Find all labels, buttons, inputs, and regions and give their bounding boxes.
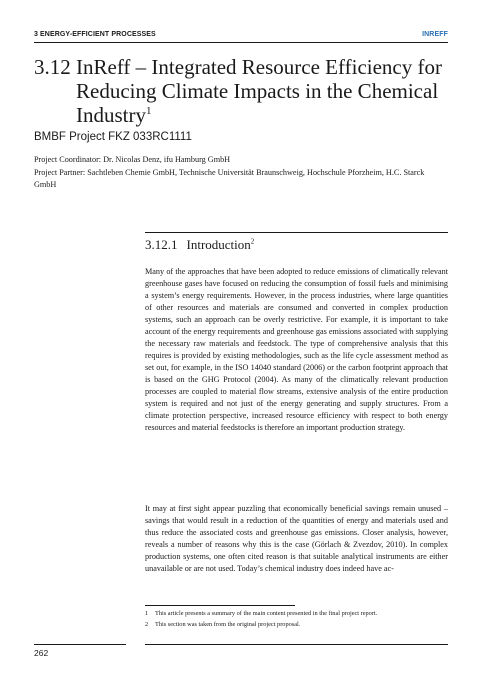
- section-title-text: InReff – Integrated Resource Efficiency for Reducing Climate Impacts in the Chemical Industry: [76, 55, 442, 127]
- section-label: INREFF: [422, 31, 448, 38]
- project-id: BMBF Project FKZ 033RC1111: [34, 131, 192, 143]
- footnote-1-text: This article presents a summary of the main content presented in the final project report.: [155, 610, 378, 617]
- project-partner: Project Partner: Sachtleben Chemie GmbH, Technische Universität Braunschweig, Hochschule Pforzheim, H.C. Starck GmbH: [34, 168, 425, 189]
- column-top-rule: [145, 232, 448, 233]
- subsection-footnote-mark: 2: [250, 237, 255, 246]
- body-paragraph-2: It may at first sight appear puzzling that economically beneficial savings remain unused – savings that would result in a reduction of the quantities of energy and materials used and thus reduce the associated costs and greenhouse gas emissions. Closer analysis, however, reveals a number of reasons why this is the case (Görlach & Zvezdov, 2010). In complex production systems, one often cited reason is that suitable analytical instruments are either unavailable or are not used. Today’s chemical industry does indeed have ac-: [145, 504, 448, 573]
- footnote-rule: [145, 605, 295, 606]
- chapter-label: 3 ENERGY-EFFICIENT PROCESSES: [34, 31, 156, 38]
- subsection-title: Introduction: [186, 237, 251, 252]
- footnote-2-mark: 2: [145, 621, 149, 628]
- section-title-footnote-mark: 1: [146, 105, 152, 117]
- project-coordinator: Project Coordinator: Dr. Nicolas Denz, ifu Hamburg GmbH: [34, 155, 231, 164]
- footnote-2-text: This section was taken from the original project proposal.: [155, 621, 301, 628]
- footer-rule-right: [145, 644, 448, 645]
- page-number: 262: [34, 648, 49, 658]
- header-rule: [34, 42, 448, 43]
- footnote-1-mark: 1: [145, 610, 149, 617]
- body-paragraph-1: Many of the approaches that have been adopted to reduce emissions of climatically relevant greenhouse gases have focused on reducing the consumption of fossil fuels and minimising a system’s energy requirements. However, in the process industries, where large quantities of other resources and materials are consumed and converted in complex production systems, such an approach can be overly restrictive. For example, it is important to take account of the energy requirements and greenhouse gas emissions associated with supplying the necessary raw materials and feedstock. The type of comprehensive analysis that this requires is provided by existing methodologies, such as the life cycle assessment method as set out, for example, in the ISO 14040 standard (2006) or the carbon footprint approach that is based on the GHG Protocol (2004). As many of the climatically relevant production processes are coupled to material flow streams, extensive analysis of the entire production system is required and not just of the energy generating and supply structures. From a climate protection perspective, increased resource efficiency with respect to both energy resources and material feedstocks is therefore an important production strategy.: [145, 267, 448, 432]
- footnote-2: [145, 620, 448, 629]
- subsection-heading: [145, 236, 254, 254]
- section-number: 3.12: [34, 55, 71, 79]
- subsection-number: 3.12.1: [145, 237, 178, 252]
- section-title: [76, 55, 446, 127]
- running-header: [34, 31, 448, 41]
- footer-rule-left: [34, 644, 126, 645]
- footnote-1: [145, 609, 448, 618]
